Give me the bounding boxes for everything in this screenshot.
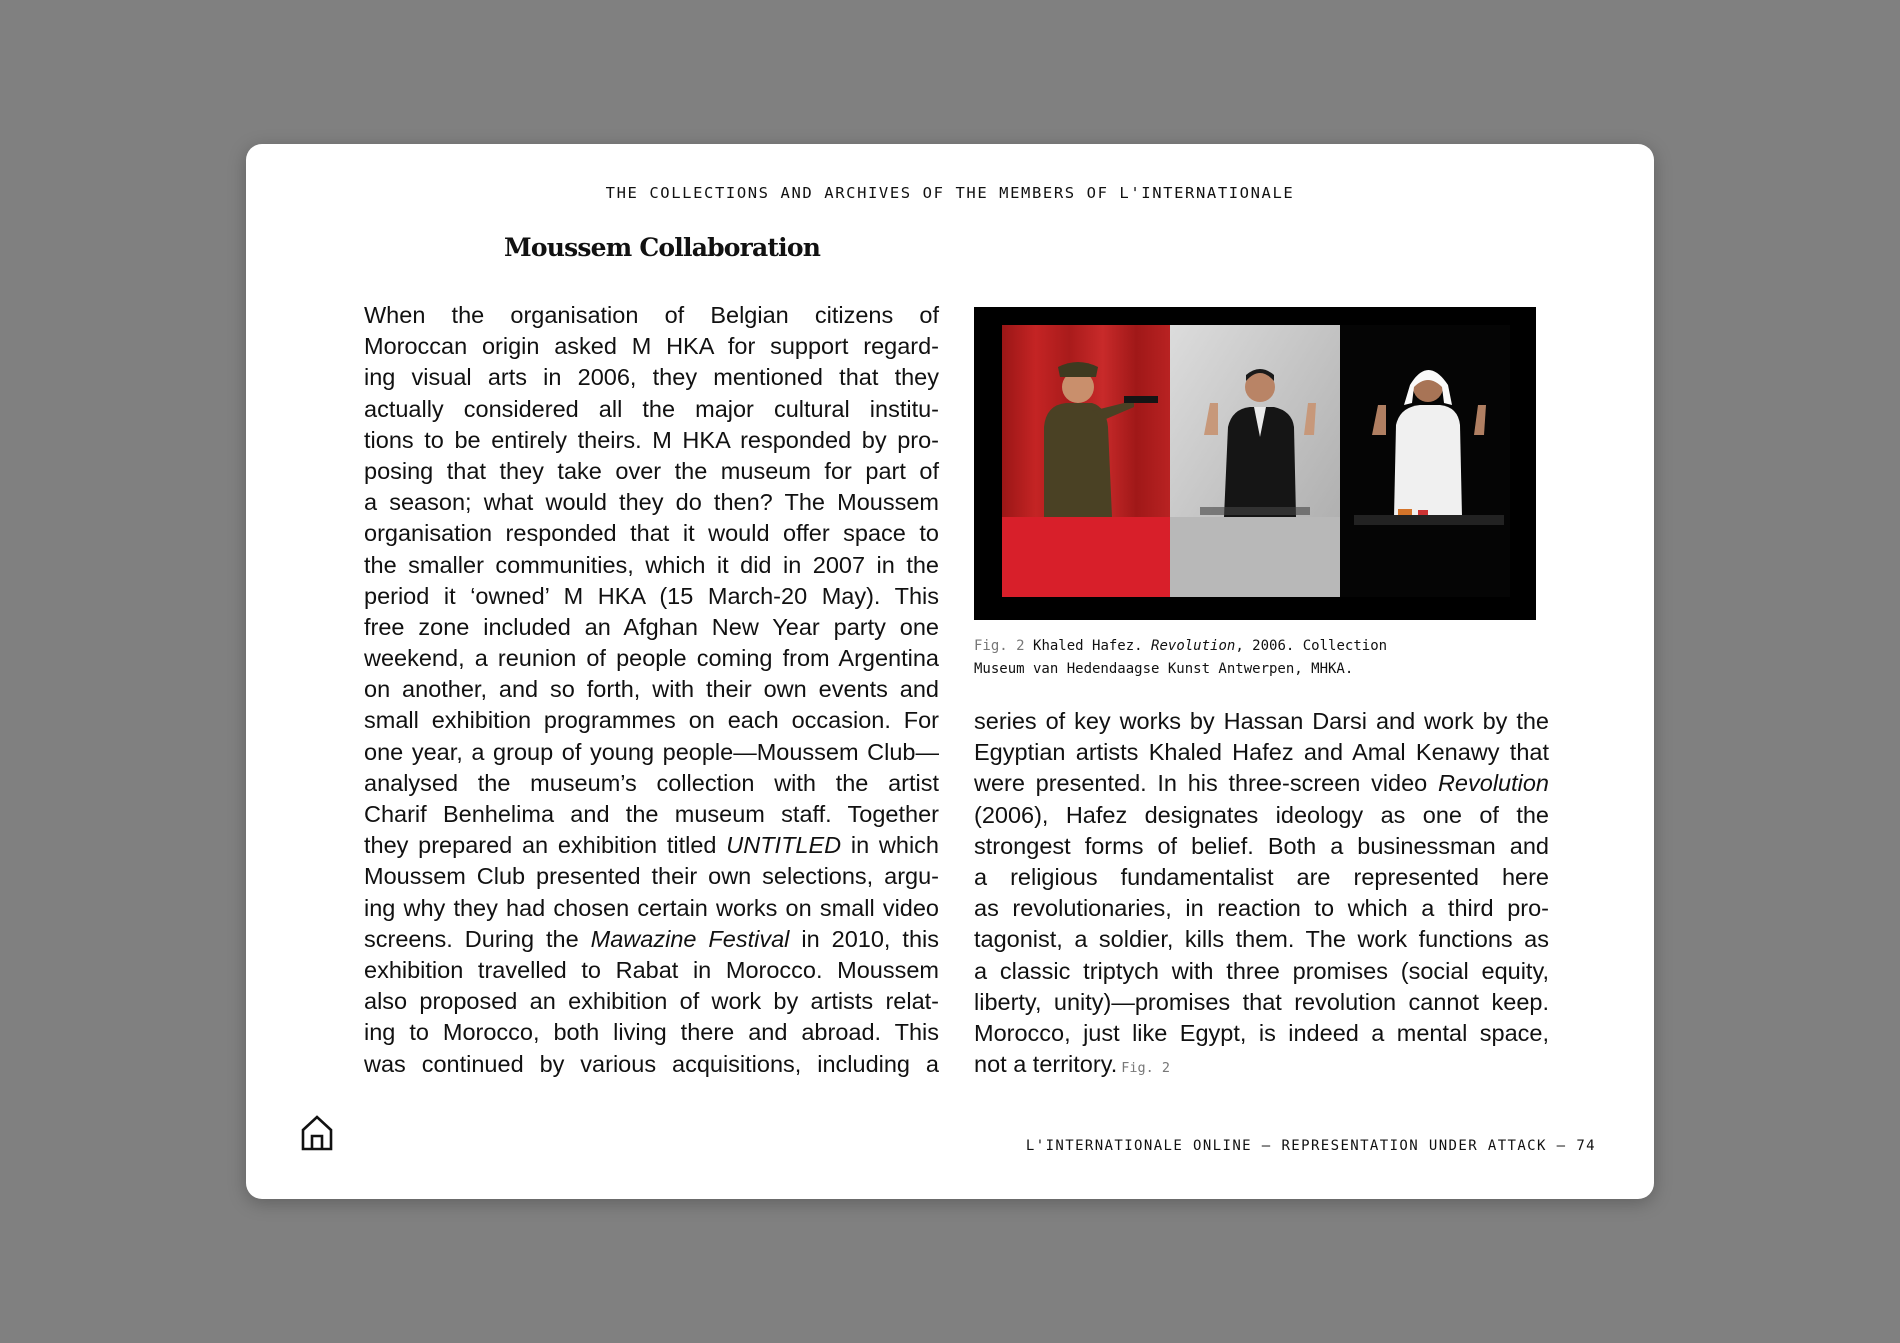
text-run: screens. During the xyxy=(364,925,591,952)
text-run: a season; what would they do then? The Moussem xyxy=(364,489,939,516)
text-run: Moroccan origin asked M HKA for support regard- xyxy=(364,333,939,360)
text-run: weekend, a reunion of people coming from Argentina xyxy=(364,645,939,672)
figure-revolution-triptych xyxy=(974,307,1536,620)
caption-rest: , 2006. Collection xyxy=(1235,638,1388,654)
text-line xyxy=(364,674,939,705)
text-run: tions to be entirely theirs. M HKA responded by pro- xyxy=(364,426,939,453)
text-line xyxy=(974,1018,1549,1049)
text-line xyxy=(364,893,939,924)
text-line xyxy=(364,768,939,799)
text-line xyxy=(364,737,939,768)
text-run: free zone included an Afghan New Year party one xyxy=(364,613,939,640)
text-line xyxy=(364,300,939,331)
text-line xyxy=(974,706,1549,737)
text-run: in which xyxy=(841,832,940,859)
text-run: in 2010, this xyxy=(789,925,940,952)
text-run: actually considered all the major cultural institu- xyxy=(364,395,939,422)
text-line xyxy=(364,612,939,643)
text-run: also proposed an exhibition of work by artists relat- xyxy=(364,988,939,1015)
text-line xyxy=(364,986,939,1017)
text-line xyxy=(364,362,939,393)
text-line xyxy=(974,862,1549,893)
book-page xyxy=(246,144,1654,1199)
text-run: small exhibition programmes on each occasion. For xyxy=(364,707,939,734)
text-run: on another, and so forth, with their own events and xyxy=(364,676,939,703)
text-run: a classic triptych with three promises (social equity, xyxy=(974,957,1549,984)
text-line xyxy=(974,768,1549,799)
text-line xyxy=(974,737,1549,768)
text-run: Moussem Club presented their own selections, argu- xyxy=(364,863,939,890)
text-run: as revolutionaries, in reaction to which a third pro- xyxy=(974,895,1549,922)
text-line xyxy=(974,987,1549,1018)
home-icon xyxy=(300,1114,334,1152)
text-line xyxy=(974,956,1549,987)
italic-text: Revolution xyxy=(1437,770,1549,797)
text-run: Morocco, just like Egypt, is indeed a mental space, xyxy=(974,1019,1549,1046)
text-run: one year, a group of young people—Moussem Club— xyxy=(364,738,939,765)
figure-reference-link[interactable]: Fig. 2 xyxy=(1121,1060,1171,1077)
triptych-image xyxy=(974,307,1536,620)
caption-work-title: Revolution xyxy=(1151,638,1236,654)
text-run: a religious fundamentalist are represented here xyxy=(974,863,1549,890)
text-run: Egyptian artists Khaled Hafez and Amal Kenawy that xyxy=(974,739,1549,766)
text-line xyxy=(364,705,939,736)
text-line xyxy=(364,550,939,581)
text-line xyxy=(364,394,939,425)
text-line-last xyxy=(974,1049,1549,1080)
text-run: exhibition travelled to Rabat in Morocco. Moussem xyxy=(364,956,939,983)
text-run: strongest forms of belief. Both a businessman and xyxy=(974,832,1549,859)
left-text-column xyxy=(364,300,939,1080)
text-run: the smaller communities, which it did in 2007 in the xyxy=(364,551,939,578)
text-run: were presented. In his three-screen video xyxy=(974,770,1438,797)
home-button[interactable] xyxy=(300,1114,334,1152)
italic-text: Mawazine Festival xyxy=(590,925,790,952)
italic-text: UNTITLED xyxy=(726,832,842,859)
text-run: posing that they take over the museum for part of xyxy=(364,457,939,484)
text-line xyxy=(364,1017,939,1048)
text-line xyxy=(364,425,939,456)
caption-line-2: Museum van Hedendaagse Kunst Antwerpen, MHKA. xyxy=(974,661,1354,677)
text-line xyxy=(974,800,1549,831)
text-line xyxy=(364,1049,939,1080)
text-line xyxy=(974,831,1549,862)
text-run: ing to Morocco, both living there and abroad. This xyxy=(364,1019,939,1046)
text-run: Charif Benhelima and the museum staff. Together xyxy=(364,801,939,827)
page-footer: L'INTERNATIONALE ONLINE – REPRESENTATION UNDER ATTACK – 74 xyxy=(1025,1138,1596,1154)
text-line xyxy=(364,581,939,612)
text-line xyxy=(974,924,1549,955)
figure-caption xyxy=(974,635,1534,681)
text-run: tagonist, a soldier, kills them. The work functions as xyxy=(974,926,1549,953)
text-run: ing visual arts in 2006, they mentioned that they xyxy=(364,364,939,391)
text-run: period it ‘owned’ M HKA (15 March-20 May). This xyxy=(364,582,939,609)
text-run: series of key works by Hassan Darsi and work by the xyxy=(974,708,1549,734)
text-run: ing why they had chosen certain works on small video xyxy=(364,894,939,921)
text-run: not a territory. xyxy=(974,1051,1118,1078)
right-text-column xyxy=(974,706,1549,1080)
text-run: organisation responded that it would offer space to xyxy=(364,520,939,547)
caption-fig-label: Fig. 2 xyxy=(974,638,1025,654)
text-run: (2006), Hafez designates ideology as one of the xyxy=(974,801,1549,828)
text-run: was continued by various acquisitions, including a xyxy=(364,1050,939,1077)
text-line xyxy=(364,799,939,830)
text-line xyxy=(364,955,939,986)
text-run: they prepared an exhibition titled xyxy=(364,832,727,859)
text-line xyxy=(364,518,939,549)
text-run: When the organisation of Belgian citizens of xyxy=(364,302,939,328)
caption-artist: Khaled Hafez. xyxy=(1033,638,1143,654)
text-line xyxy=(974,893,1549,924)
text-line xyxy=(364,643,939,674)
text-line xyxy=(364,924,939,955)
text-line xyxy=(364,487,939,518)
text-run: analysed the museum’s collection with the artist xyxy=(364,769,939,796)
running-head: THE COLLECTIONS AND ARCHIVES OF THE MEMBERS OF L'INTERNATIONALE xyxy=(605,184,1295,202)
text-line xyxy=(364,331,939,362)
text-line xyxy=(364,830,939,861)
text-line xyxy=(364,861,939,892)
section-title: Moussem Collaboration xyxy=(504,233,821,262)
text-run: liberty, unity)—promises that revolution cannot keep. xyxy=(974,988,1549,1015)
text-line xyxy=(364,456,939,487)
